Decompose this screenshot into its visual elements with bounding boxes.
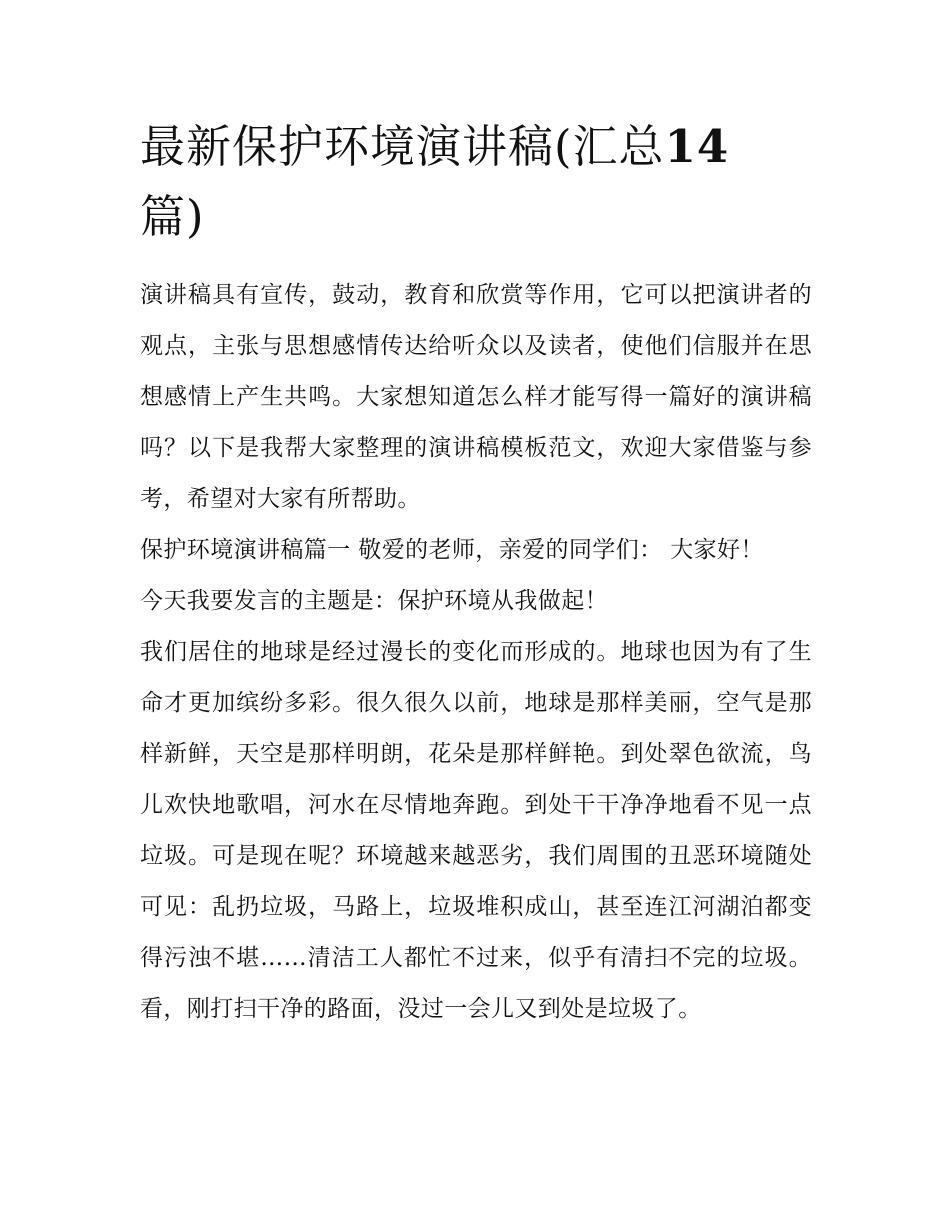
body-paragraph: 我们居住的地球是经过漫长的变化而形成的。地球也因为有了生命才更加缤纷多彩。很久很久以前，地球是那样美丽，空气是那样新鲜，天空是那样明朗，花朵是那样鲜艳。到处翠色欲流，鸟儿欢快地歌唱，河水在尽情地奔跑。到处干干净净地看不见一点垃圾。可是现在呢？环境越来越恶劣，我们周围的丑恶环境随处可见：乱扔垃圾，马路上，垃圾堆积成山，甚至连江河湖泊都变得污浊不堪……清洁工人都忙不过来，似乎有清扫不完的垃圾。看，刚打扫干净的路面，没过一会儿又到处是垃圾了。 — [140, 639, 812, 1022]
title-number: 14 — [664, 120, 730, 173]
topic-line: 今天我要发言的主题是：保护环境从我做起！ — [140, 588, 608, 614]
title-tail: 篇) — [140, 190, 205, 243]
intro-paragraph: 演讲稿具有宣传，鼓动，教育和欣赏等作用，它可以把演讲者的观点，主张与思想感情传达给听众以及读者，使他们信服并在思想感情上产生共鸣。大家想知道怎么样才能写得一篇好的演讲稿吗？以下是我帮大家整理的演讲稿模板范文，欢迎大家借鉴与参考，希望对大家有所帮助。 — [140, 282, 812, 512]
document-title — [140, 112, 812, 252]
document-page — [140, 112, 812, 1035]
title-text: 最新保护环境演讲稿(汇总 — [140, 120, 665, 173]
section-heading: 保护环境演讲稿篇一 敬爱的老师，亲爱的同学们： 大家好！ — [140, 537, 764, 563]
